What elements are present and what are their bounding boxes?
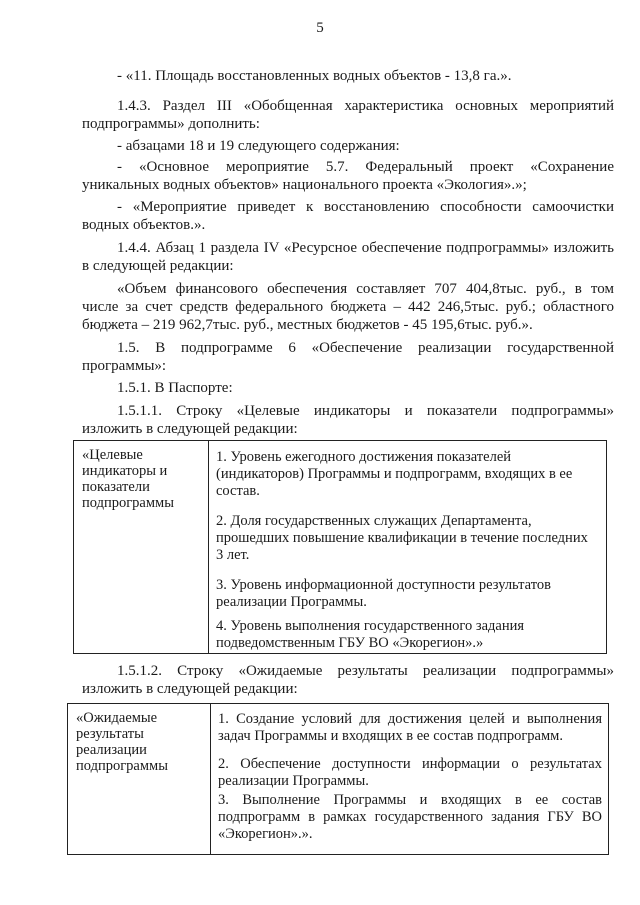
page-number: 5 xyxy=(316,20,324,36)
table-right-cell-line: 2. Обеспечение доступности информации о результатах xyxy=(218,756,602,772)
table-right-cell-line: 1. Уровень ежегодного достижения показателей xyxy=(216,449,512,465)
paragraph-line: изложить в следующей редакции: xyxy=(82,421,298,437)
table-right-cell-line: 2. Доля государственных служащих Департамента, xyxy=(216,513,532,529)
paragraph-line: 1.4.3. Раздел III «Обобщенная характеристика основных мероприятий xyxy=(117,98,614,114)
table-right-cell-line: 3. Выполнение Программы и входящих в ее состав xyxy=(218,792,602,808)
table-right-cell-line: подпрограмм в рамках государственного задания ГБУ ВО xyxy=(218,809,602,825)
table-right-cell-line: реализации Программы. xyxy=(218,773,369,789)
paragraph-line: «Объем финансового обеспечения составляет 707 404,8тыс. руб., в том xyxy=(117,281,614,297)
table-right-cell-line: (индикаторов) Программы и подпрограмм, входящих в ее xyxy=(216,466,573,482)
table-divider xyxy=(210,704,211,854)
paragraph-line: подпрограммы» дополнить: xyxy=(82,116,260,132)
paragraph-line: водных объектов.». xyxy=(82,217,206,233)
paragraph-line: бюджета – 219 962,7тыс. руб., местных бюджетов - 45 195,6тыс. руб.». xyxy=(82,317,533,333)
table-left-cell-line: «Целевые xyxy=(82,447,143,463)
table-right-cell-line: состав. xyxy=(216,483,260,499)
paragraph-line: уникальных водных объектов» национального проекта «Экология».»; xyxy=(82,177,527,193)
paragraph-line: 1.5.1.1. Строку «Целевые индикаторы и показатели подпрограммы» xyxy=(117,403,614,419)
paragraph-line: в следующей редакции: xyxy=(82,258,234,274)
paragraph-line: изложить в следующей редакции: xyxy=(82,681,298,697)
paragraph-line: - «Мероприятие приведет к восстановлению способности самоочистки xyxy=(117,199,614,215)
expected-results-table xyxy=(67,703,609,855)
table-right-cell-line: «Экорегион».». xyxy=(218,826,313,842)
paragraph-line: 1.5.1. В Паспорте: xyxy=(117,380,233,396)
table-right-cell-line: 3. Уровень информационной доступности результатов xyxy=(216,577,551,593)
paragraph-line: числе за счет средств федерального бюджета – 442 246,5тыс. руб.; областного xyxy=(82,299,614,315)
table-left-cell-line: «Ожидаемые xyxy=(76,710,158,726)
paragraph-line: 1.5. В подпрограмме 6 «Обеспечение реализации государственной xyxy=(117,340,614,356)
paragraph-line: 1.4.4. Абзац 1 раздела IV «Ресурсное обеспечение подпрограммы» изложить xyxy=(117,240,614,256)
table-right-cell-line: 3 лет. xyxy=(216,547,250,563)
table-left-cell-line: подпрограммы xyxy=(76,758,168,774)
paragraph-line: 1.5.1.2. Строку «Ожидаемые результаты реализации подпрограммы» xyxy=(117,663,614,679)
paragraph-line: программы»: xyxy=(82,358,167,374)
table-right-cell-line: реализации Программы. xyxy=(216,594,367,610)
indicators-table xyxy=(73,440,607,654)
table-right-cell-line: 1. Создание условий для достижения целей и выполнения xyxy=(218,711,602,727)
table-right-cell-line: подведомственным ГБУ ВО «Экорегион».» xyxy=(216,635,484,651)
table-left-cell-line: результаты xyxy=(76,726,144,742)
table-divider xyxy=(208,441,209,653)
table-right-cell-line: задач Программы и входящих в ее состав подпрограмм. xyxy=(218,728,563,744)
paragraph-line: - «11. Площадь восстановленных водных объектов - 13,8 га.». xyxy=(117,68,512,84)
table-left-cell-line: индикаторы и xyxy=(82,463,168,479)
table-left-cell-line: показатели xyxy=(82,479,150,495)
paragraph-line: - «Основное мероприятие 5.7. Федеральный проект «Сохранение xyxy=(117,159,614,175)
paragraph-line: - абзацами 18 и 19 следующего содержания: xyxy=(117,138,400,154)
table-left-cell-line: подпрограммы xyxy=(82,495,174,511)
table-right-cell-line: прошедших повышение квалификации в течение последних xyxy=(216,530,588,546)
table-left-cell-line: реализации xyxy=(76,742,147,758)
table-right-cell-line: 4. Уровень выполнения государственного задания xyxy=(216,618,525,634)
